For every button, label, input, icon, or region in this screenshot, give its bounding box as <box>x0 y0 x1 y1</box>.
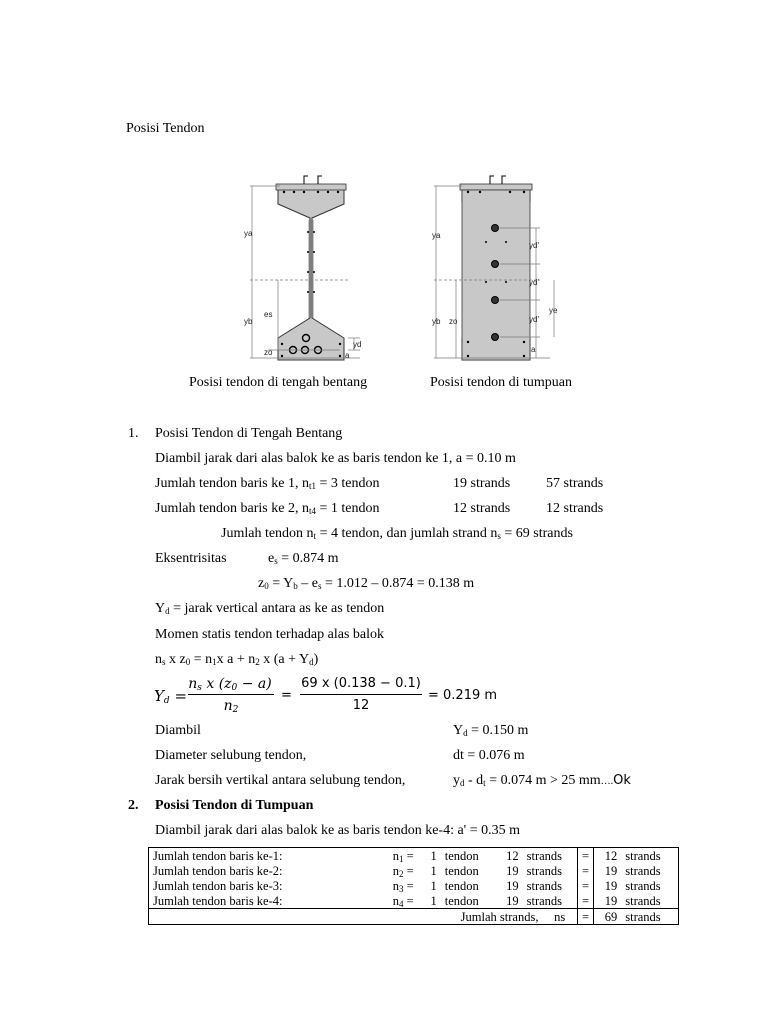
row-tendon-label: tendon <box>444 893 479 908</box>
formula-eq: = <box>281 688 292 703</box>
row-label: Jumlah tendon baris ke-1: <box>149 848 368 864</box>
formula-num1: $n_s$ x $(z_0 - a)$ <box>188 676 272 693</box>
row-n: $n_4$ = <box>392 893 414 909</box>
z0-equation: $z_0 = Y_b - e_s = 1.012 - 0.874 = 0.138$ m <box>258 576 475 591</box>
table-row <box>149 893 679 909</box>
section2-line-a: Diambil jarak dari alas balok ke as baris tendon ke-4: a' = 0.35 m <box>155 823 520 838</box>
section1-heading: Posisi Tendon di Tengah Bentang <box>155 426 343 441</box>
label-yb-right: yb <box>432 317 441 326</box>
label-yd-left: yd <box>353 340 362 349</box>
label-yd1-right: yd' <box>529 241 539 250</box>
row-eq: = <box>578 893 594 909</box>
formula-result: = 0.219 m <box>428 688 498 703</box>
row-count: 1 <box>430 878 437 893</box>
row-eq: = <box>578 863 594 878</box>
label-a-left: a <box>345 351 350 360</box>
page-title: Posisi Tendon <box>126 121 205 136</box>
formula-num2: 69 x (0.138 − 0.1) <box>301 676 421 691</box>
row-n: $n_3$ = <box>392 878 414 894</box>
row-strands: 19 <box>506 878 519 893</box>
row-tendon-label: tendon <box>444 878 479 893</box>
table-total-row <box>149 909 679 925</box>
row-strands-label: strands <box>526 893 563 908</box>
yd-definition: $Y_d$ = jarak vertical antara as ke as tendon <box>155 601 385 616</box>
formula-lhs: $Y_d$ = <box>154 687 188 706</box>
row-label: Jumlah tendon baris ke-4: <box>149 893 368 909</box>
row-total-label: strands <box>621 878 678 893</box>
diameter-value: dt = 0.076 m <box>453 748 525 763</box>
table-row <box>149 848 679 864</box>
tendon-support-table <box>148 847 679 925</box>
row1-total: 57 strands <box>546 476 604 491</box>
total-eq: = <box>578 909 594 925</box>
row1-label: Jumlah tendon baris ke 1, $n_{t1} = 3$ tendon <box>155 476 380 491</box>
eksentrisitas-value: $e_s = 0.874$ m <box>268 551 339 566</box>
beam-midspan-drawing <box>244 176 361 360</box>
row-n: $n_2$ = <box>392 863 414 879</box>
row-total: 19 <box>604 878 618 893</box>
row-strands: 12 <box>493 848 522 864</box>
row-strands-label: strands <box>523 848 578 864</box>
row-strands: 19 <box>506 893 519 908</box>
ns-equation: $n_s$ x $z_0 = n_1x$ $a + n_2$ x $(a + Y_d)$ <box>155 652 319 667</box>
row-count: 1 <box>430 863 437 878</box>
total-value-label: strands <box>621 909 678 925</box>
row-strands-label: strands <box>526 863 563 878</box>
beam-section-figure <box>240 172 560 367</box>
label-a-right: a <box>531 345 536 354</box>
total-tendon: Jumlah tendon $n_t = 4$ tendon, dan jumlah strand $n_s = 69$ strands <box>221 526 573 541</box>
row2-total: 12 strands <box>546 501 604 516</box>
row-total-label: strands <box>621 848 678 864</box>
label-zo-left: zo <box>264 348 273 357</box>
caption-support: Posisi tendon di tumpuan <box>430 375 572 390</box>
row-total: 19 <box>604 893 618 908</box>
label-yd2-right: yd' <box>529 278 539 287</box>
section1-line-a: Diambil jarak dari alas balok ke as baris tendon ke 1, a = 0.10 m <box>155 451 516 466</box>
total-label: Jumlah strands, ns <box>149 909 578 925</box>
row-label: Jumlah tendon baris ke-3: <box>149 878 368 893</box>
diameter-label: Diameter selubung tendon, <box>155 748 307 763</box>
row2-strands: 12 strands <box>453 501 511 516</box>
momen-statis: Momen statis tendon terhadap alas balok <box>155 627 384 642</box>
row-count: 1 <box>430 893 437 908</box>
row-tendon-label: tendon <box>444 863 479 878</box>
section2-number: 2. <box>128 798 139 813</box>
formula-den1: $n_2$ <box>223 698 239 715</box>
label-ya-right: ya <box>432 231 441 240</box>
row-total: 19 <box>604 863 618 878</box>
section1-number: 1. <box>128 426 139 441</box>
row-strands: 19 <box>506 863 519 878</box>
beam-support-drawing <box>432 176 558 360</box>
row-n: $n_1$ = <box>367 848 417 864</box>
row-total-label: strands <box>621 893 678 909</box>
row-label: Jumlah tendon baris ke-2: <box>149 863 368 878</box>
diambil-label: Diambil <box>155 723 201 738</box>
row-tendon-label: tendon <box>441 848 493 864</box>
total-value: 69 <box>593 909 621 925</box>
caption-midspan: Posisi tendon di tengah bentang <box>189 375 368 390</box>
table-row <box>149 863 679 878</box>
row-total-label: strands <box>621 863 678 878</box>
jarak-label: Jarak bersih vertikal antara selubung tendon, <box>155 773 406 788</box>
row-count: 1 <box>418 848 441 864</box>
row-eq: = <box>578 878 594 893</box>
formula-bar2 <box>300 694 422 695</box>
label-es: es <box>264 310 273 319</box>
eksentrisitas-label: Eksentrisitas <box>155 551 227 566</box>
row-strands-label: strands <box>526 878 563 893</box>
row-eq: = <box>578 848 594 864</box>
row-total: 12 <box>593 848 621 864</box>
label-yb-left: yb <box>244 317 253 326</box>
row2-label: Jumlah tendon baris ke 2, $n_{t4} = 1$ tendon <box>155 501 380 516</box>
formula-den2: 12 <box>352 698 370 713</box>
label-ye: ye <box>549 306 558 315</box>
label-ya-left: ya <box>244 229 253 238</box>
diambil-value: $Y_d = 0.150$ m <box>453 723 529 738</box>
row1-strands: 19 strands <box>453 476 511 491</box>
jarak-value: $y_d - d_t = 0.074$ m > 25 mm….Ok <box>453 773 631 788</box>
section2-heading: Posisi Tendon di Tumpuan <box>155 798 314 813</box>
label-yd3-right: yd' <box>529 315 539 324</box>
formula-bar1 <box>188 694 274 695</box>
label-zo-right: zo <box>449 317 458 326</box>
table-row <box>149 878 679 893</box>
